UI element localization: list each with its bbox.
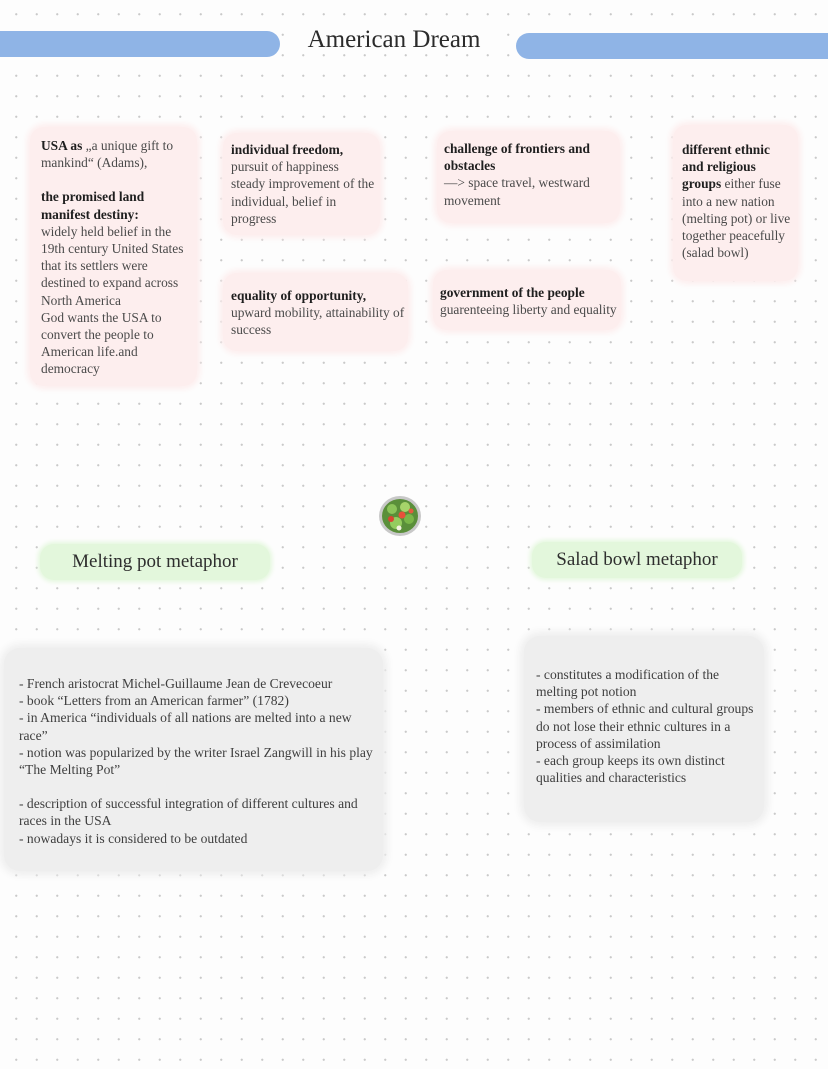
salad-bowl-label: Salad bowl metaphor: [532, 542, 742, 578]
melting-line-2: - book “Letters from an American farmer” (1782): [19, 693, 289, 709]
note-usa-bold2: the promised land manifest destiny:: [41, 189, 145, 222]
header-bar-left: [0, 31, 280, 57]
salad-line-3: - each group keeps its own distinct qualities and characteristics: [536, 753, 725, 786]
melting-line-1: - French aristocrat Michel-Guillaume Jean de Crevecoeur: [19, 676, 333, 691]
note-freedom-text: pursuit of happiness steady improvement of the individual, belief in progress: [231, 159, 375, 226]
header-bar-right: [516, 33, 828, 59]
note-groups-text: either fuse into a new nation (melting pot) or live together peacefully (salad bowl): [682, 176, 791, 261]
note-freedom: [223, 133, 380, 235]
note-frontiers: [437, 131, 620, 223]
note-government-text: guarenteeing liberty and equality: [440, 302, 617, 318]
melting-pot-box: [4, 648, 383, 871]
melting-line-6: - nowadays it is considered to be outdated: [19, 830, 248, 846]
note-equality-text: upward mobility, attainability of success: [231, 305, 405, 338]
salad-bowl-box: [524, 636, 764, 822]
note-government: [433, 270, 621, 330]
note-usa-text2: widely held belief in the 19th century United States that its settlers were destined to expand across North America: [41, 223, 184, 308]
note-groups-bold: different ethnic and religious groups: [682, 142, 770, 192]
note-frontiers-text: —> space travel, westward movement: [444, 175, 590, 208]
melting-line-3: - in America “individuals of all nations are melted into a new race”: [19, 710, 352, 743]
note-government-bold: government of the people: [440, 285, 585, 300]
note-groups: [673, 125, 798, 281]
note-frontiers-bold: challenge of frontiers and obstacles: [444, 141, 590, 174]
note-usa: [30, 127, 197, 386]
salad-line-1: - constitutes a modification of the melting pot notion: [536, 667, 720, 700]
melting-line-5: - description of successful integration of different cultures and races in the USA: [19, 796, 358, 829]
note-usa-text1: „a unique gift to mankind“ (Adams),: [41, 138, 174, 171]
note-equality-bold: equality of opportunity,: [231, 288, 367, 303]
note-usa-line2: [41, 188, 193, 222]
note-equality: [223, 273, 408, 351]
salad-line-2: - members of ethnic and cultural groups do not lose their ethnic cultures in a process of assimilation: [536, 701, 754, 751]
note-usa-line1: [41, 137, 193, 171]
note-usa-text3: God wants the USA to convert the people to American life.and democracy: [41, 309, 162, 377]
melting-pot-label: Melting pot metaphor: [40, 544, 270, 580]
note-usa-bold1: USA as: [41, 138, 83, 153]
melting-line-4: - notion was popularized by the writer Israel Zangwill in his play “The Melting Pot”: [19, 744, 373, 778]
page-title: American Dream: [291, 26, 497, 54]
note-freedom-bold: individual freedom,: [231, 142, 344, 157]
salad-bowl-icon: [378, 495, 422, 537]
